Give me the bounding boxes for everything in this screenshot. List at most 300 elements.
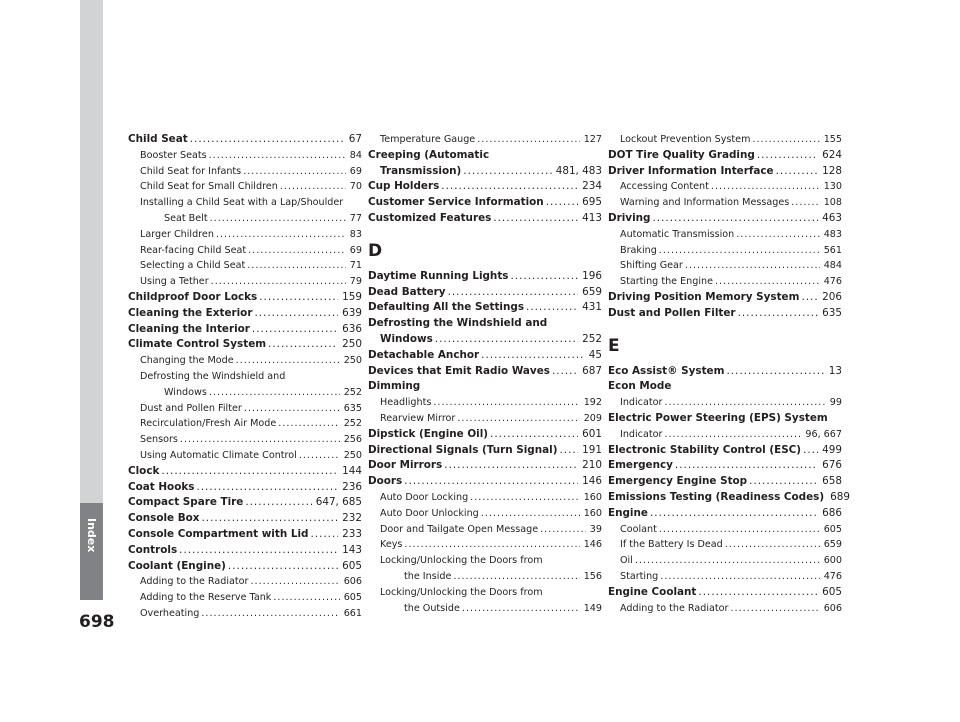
dot-leader	[245, 495, 311, 511]
dot-leader	[757, 148, 818, 164]
page-reference[interactable]: 256	[343, 434, 362, 446]
dot-leader	[791, 195, 819, 211]
page-reference[interactable]: 67	[348, 133, 362, 145]
entry-label: Electric Power Steering (EPS) System	[608, 411, 828, 424]
page-reference[interactable]: 252	[582, 332, 602, 345]
page-reference[interactable]: 155	[823, 134, 842, 145]
entry-label: Dead Battery	[368, 285, 446, 298]
entry-label: Controls	[128, 543, 178, 556]
index-subentry[interactable]	[608, 537, 842, 553]
index-subentry[interactable]	[608, 569, 842, 585]
entry-label: Defrosting the Windshield and	[368, 317, 548, 330]
index-subentry[interactable]	[608, 522, 842, 538]
dot-leader	[652, 211, 818, 227]
entry-label: Rearview Mirror	[380, 412, 456, 424]
entry-label-continued: Windows	[380, 332, 433, 345]
dot-leader	[201, 606, 339, 622]
dot-leader	[404, 537, 579, 553]
dot-leader	[280, 179, 346, 195]
entry-label: Dipstick (Engine Oil)	[368, 427, 489, 440]
page-reference[interactable]: 605	[823, 523, 842, 535]
index-entry[interactable]	[368, 427, 602, 443]
entry-label: Using a Tether	[140, 276, 209, 288]
page-reference[interactable]: 484	[823, 260, 842, 272]
index-subentry[interactable]	[368, 132, 602, 148]
entry-label: Eco Assist® System	[608, 364, 725, 377]
index-entry[interactable]	[128, 337, 362, 353]
index-subentry[interactable]	[608, 243, 842, 259]
index-subentry[interactable]	[128, 195, 362, 227]
index-entry[interactable]	[608, 364, 842, 380]
index-subentry[interactable]	[128, 179, 362, 195]
page-reference[interactable]: 695	[582, 196, 602, 209]
index-subentry[interactable]	[128, 148, 362, 164]
entry-label: Temperature Gauge	[380, 134, 476, 145]
page-reference[interactable]: 130	[823, 181, 842, 193]
index-subentry[interactable]	[128, 401, 362, 417]
page-reference[interactable]: 69	[349, 165, 362, 177]
dot-leader	[433, 395, 579, 411]
entry-label: Customer Service Information	[368, 196, 544, 209]
page-reference[interactable]: 483	[823, 228, 842, 240]
entry-label: Creeping (Automatic	[368, 148, 490, 161]
dot-leader	[540, 522, 586, 538]
entry-label: Engine Coolant	[608, 585, 697, 598]
page-reference[interactable]: 661	[343, 607, 362, 619]
dot-leader	[299, 448, 340, 464]
index-subentry[interactable]	[608, 227, 842, 243]
entry-label: Cleaning the Interior	[128, 322, 250, 335]
dot-leader	[180, 432, 340, 448]
index-subentry[interactable]	[368, 585, 602, 617]
dot-leader	[310, 527, 338, 543]
entry-label: Shifting Gear	[620, 260, 683, 272]
index-subentry[interactable]	[368, 395, 602, 411]
page-reference[interactable]: 252	[343, 418, 362, 430]
dot-leader	[801, 290, 818, 306]
page-reference[interactable]: 45	[588, 348, 602, 361]
page-reference[interactable]: 192	[583, 397, 602, 409]
index-subentry[interactable]	[368, 522, 602, 538]
entry-label: Door Mirrors	[368, 459, 443, 472]
entry-label: Driver Information Interface	[608, 164, 774, 177]
dot-leader	[247, 258, 345, 274]
entry-label: Console Compartment with Lid	[128, 527, 309, 540]
dot-leader	[749, 474, 818, 490]
index-subentry[interactable]	[128, 432, 362, 448]
index-entry[interactable]	[368, 211, 602, 227]
index-entry[interactable]	[368, 458, 602, 474]
page-reference[interactable]: 156	[583, 570, 602, 582]
dot-leader	[248, 243, 346, 259]
index-entry[interactable]	[368, 379, 602, 395]
index-entry[interactable]	[368, 179, 602, 195]
page-reference[interactable]: 196	[582, 269, 602, 282]
dot-leader	[659, 522, 820, 538]
index-entry[interactable]	[368, 364, 602, 380]
dot-leader	[685, 258, 820, 274]
page-reference[interactable]: 605	[822, 585, 842, 598]
index-subentry[interactable]	[608, 601, 842, 617]
page-reference[interactable]: 160	[583, 491, 602, 503]
index-entry[interactable]	[128, 290, 362, 306]
entry-label: Warning and Information Messages	[620, 197, 790, 209]
index-subentry[interactable]	[128, 448, 362, 464]
entry-label: Braking	[620, 244, 657, 256]
entry-label: Keys	[380, 539, 403, 551]
index-column-1	[128, 132, 362, 622]
index-subentry[interactable]	[368, 537, 602, 553]
page-reference[interactable]: 605	[343, 592, 362, 604]
entry-label: Headlights	[380, 397, 432, 409]
dot-leader	[738, 306, 819, 322]
entry-label: Customized Features	[368, 211, 492, 224]
index-entry[interactable]	[128, 543, 362, 559]
index-entry[interactable]	[608, 443, 842, 459]
dot-leader	[444, 458, 578, 474]
index-entry[interactable]	[608, 306, 842, 322]
index-entry[interactable]	[368, 285, 602, 301]
index-subentry[interactable]	[128, 353, 362, 369]
dot-leader	[190, 132, 345, 148]
index-entry[interactable]	[128, 495, 362, 511]
page-reference[interactable]: 658	[822, 475, 842, 488]
dot-leader	[216, 227, 346, 243]
entry-label: Door and Tailgate Open Message	[380, 523, 539, 535]
page-reference[interactable]: 149	[583, 602, 602, 614]
index-subentry[interactable]	[368, 506, 602, 522]
entry-label: Coolant	[620, 523, 657, 535]
entry-label: Econ Mode	[608, 380, 672, 393]
dot-leader	[228, 559, 338, 575]
page-reference[interactable]: 96, 667	[805, 428, 842, 440]
dot-leader	[725, 537, 820, 553]
index-entry[interactable]	[608, 148, 842, 164]
dot-leader	[209, 148, 346, 164]
page-reference[interactable]: 624	[822, 148, 842, 161]
index-entry[interactable]	[128, 559, 362, 575]
index-subentry[interactable]	[128, 227, 362, 243]
page-reference[interactable]: 476	[823, 570, 842, 582]
dot-leader	[252, 322, 338, 338]
index-entry[interactable]	[368, 348, 602, 364]
dot-leader	[179, 543, 338, 559]
dot-leader	[268, 337, 338, 353]
page-reference[interactable]: 128	[822, 164, 842, 177]
dot-leader	[559, 443, 578, 459]
entry-label: If the Battery Is Dead	[620, 539, 723, 551]
page-reference[interactable]: 83	[349, 228, 362, 240]
entry-label: Auto Door Unlocking	[380, 507, 479, 519]
entry-label: Doors	[368, 475, 403, 488]
page-reference[interactable]: 99	[829, 397, 842, 409]
entry-label: Emergency	[608, 459, 673, 472]
index-entry[interactable]	[608, 379, 842, 395]
entry-label: Overheating	[140, 607, 200, 619]
entry-label: Starting	[620, 570, 659, 582]
index-entry[interactable]	[368, 300, 602, 316]
page-reference[interactable]: 191	[582, 443, 602, 456]
index-entry[interactable]	[128, 306, 362, 322]
dot-leader	[730, 601, 819, 617]
dot-leader	[635, 553, 820, 569]
entry-label: Indicator	[620, 397, 663, 409]
page-reference[interactable]: 686	[822, 506, 842, 519]
index-subentry[interactable]	[608, 553, 842, 569]
dot-leader	[736, 227, 819, 243]
index-subentry[interactable]	[368, 490, 602, 506]
index-entry[interactable]	[128, 527, 362, 543]
page-reference[interactable]: 689	[830, 490, 850, 503]
section-letter: E	[608, 335, 620, 356]
dot-leader	[776, 164, 819, 180]
entry-label: Coat Hooks	[128, 480, 195, 493]
index-subentry[interactable]	[608, 258, 842, 274]
page-reference[interactable]: 146	[583, 539, 602, 551]
entry-label: Child Seat	[128, 133, 188, 145]
page-reference[interactable]: 601	[582, 427, 602, 440]
page-reference[interactable]: 635	[822, 306, 842, 319]
page-reference[interactable]: 481, 483	[555, 164, 602, 177]
page-reference[interactable]: 463	[822, 211, 842, 224]
entry-label: Locking/Unlocking the Doors from	[380, 555, 543, 567]
dot-leader	[659, 243, 820, 259]
page-reference[interactable]: 209	[583, 412, 602, 424]
page-number: 698	[79, 612, 115, 632]
index-subentry[interactable]	[128, 574, 362, 590]
entry-label: DOT Tire Quality Grading	[608, 148, 755, 161]
entry-label: Clock	[128, 464, 160, 477]
dot-leader	[726, 364, 824, 380]
dot-leader	[481, 506, 580, 522]
dot-leader	[470, 490, 580, 506]
entry-label: Driving	[608, 211, 651, 224]
dot-leader	[211, 274, 346, 290]
entry-label: Compact Spare Tire	[128, 496, 244, 509]
entry-label-continued: Windows	[164, 386, 207, 398]
dot-leader	[552, 364, 578, 380]
entry-label: Recirculation/Fresh Air Mode	[140, 418, 277, 430]
index-entry[interactable]	[608, 474, 842, 490]
page-reference[interactable]: 499	[822, 443, 842, 456]
page-reference[interactable]: 39	[589, 523, 602, 535]
dot-leader	[254, 306, 338, 322]
page-reference[interactable]: 431	[582, 301, 602, 314]
page-reference[interactable]: 159	[342, 290, 362, 303]
page-reference[interactable]: 13	[828, 364, 842, 377]
index-subentry[interactable]	[128, 590, 362, 606]
dot-leader	[209, 385, 340, 401]
entry-label: Child Seat for Small Children	[140, 181, 278, 193]
entry-label: Directional Signals (Turn Signal)	[368, 443, 558, 456]
index-entry[interactable]	[608, 458, 842, 474]
page-reference[interactable]: 143	[342, 543, 362, 556]
dot-leader	[481, 348, 585, 364]
page-reference[interactable]: 635	[343, 402, 362, 414]
index-entry[interactable]	[368, 195, 602, 211]
dot-leader	[711, 179, 820, 195]
index-subentry[interactable]	[608, 395, 842, 411]
page-reference[interactable]: 252	[343, 386, 362, 398]
entry-label: Adding to the Radiator	[140, 576, 249, 588]
index-subentry[interactable]	[128, 258, 362, 274]
index-entry[interactable]	[128, 322, 362, 338]
index-subentry[interactable]	[608, 274, 842, 290]
page-reference[interactable]: 250	[343, 449, 362, 461]
dot-leader	[698, 585, 818, 601]
side-tab-label: Index	[85, 518, 98, 553]
page-reference[interactable]: 659	[823, 539, 842, 551]
page-reference[interactable]: 234	[582, 180, 602, 193]
dot-leader	[477, 132, 579, 148]
index-entry[interactable]	[128, 480, 362, 496]
dot-leader	[675, 458, 818, 474]
entry-label-continued: the Inside	[404, 570, 452, 582]
index-entry[interactable]	[368, 316, 602, 348]
page-reference[interactable]: 233	[342, 527, 362, 540]
dot-leader	[463, 164, 551, 180]
page-reference[interactable]: 144	[342, 464, 362, 477]
dot-leader	[664, 427, 801, 443]
page-reference[interactable]: 676	[822, 459, 842, 472]
page-reference[interactable]: 232	[342, 512, 362, 525]
dot-leader	[278, 416, 339, 432]
page-reference[interactable]: 79	[349, 276, 362, 288]
dot-leader	[250, 574, 339, 590]
entry-label: Console Box	[128, 512, 200, 525]
index-entry[interactable]	[368, 269, 602, 285]
index-entry[interactable]	[608, 506, 842, 522]
index-subentry[interactable]	[608, 179, 842, 195]
index-entry[interactable]	[128, 132, 362, 148]
page-reference[interactable]: 146	[582, 475, 602, 488]
page-reference[interactable]: 210	[582, 459, 602, 472]
entry-label: Adding to the Reserve Tank	[140, 592, 272, 604]
entry-label: Dust and Pollen Filter	[608, 306, 736, 319]
page-reference[interactable]: 108	[823, 197, 842, 209]
page-reference[interactable]: 605	[342, 559, 362, 572]
index-subentry[interactable]	[368, 411, 602, 427]
entry-label-continued: the Outside	[404, 602, 460, 614]
page-reference[interactable]: 84	[349, 149, 362, 161]
index-subentry[interactable]	[128, 369, 362, 401]
entry-label: Booster Seats	[140, 149, 207, 161]
index-subentry[interactable]	[608, 132, 842, 148]
entry-label: Accessing Content	[620, 181, 709, 193]
dot-leader	[453, 569, 579, 585]
entry-label: Cup Holders	[368, 180, 440, 193]
index-subentry[interactable]	[608, 427, 842, 443]
page-reference[interactable]: 127	[583, 134, 602, 145]
entry-label: Cleaning the Exterior	[128, 306, 253, 319]
entry-label: Engine	[608, 506, 648, 519]
index-entry[interactable]	[608, 290, 842, 306]
side-tab	[0, 0, 103, 700]
index-subentry[interactable]	[128, 243, 362, 259]
dot-leader	[259, 290, 338, 306]
entry-label: Electronic Stability Control (ESC)	[608, 443, 802, 456]
page-reference[interactable]: 69	[349, 244, 362, 256]
page-reference[interactable]: 250	[342, 338, 362, 351]
page-reference[interactable]: 636	[342, 322, 362, 335]
page-reference[interactable]: 647, 685	[315, 496, 362, 509]
page-reference[interactable]: 206	[822, 290, 842, 303]
page-reference[interactable]: 561	[823, 244, 842, 256]
dot-leader	[511, 269, 579, 285]
entry-label: Adding to the Radiator	[620, 602, 729, 614]
page-reference[interactable]: 77	[349, 212, 362, 224]
index-subentry[interactable]	[608, 195, 842, 211]
index-entry[interactable]	[128, 511, 362, 527]
page-reference[interactable]: 250	[343, 355, 362, 367]
entry-label: Defaulting All the Settings	[368, 301, 525, 314]
page-reference[interactable]: 71	[349, 260, 362, 272]
dot-leader	[161, 464, 338, 480]
page-reference[interactable]: 600	[823, 555, 842, 567]
index-entry[interactable]	[368, 474, 602, 490]
index-entry[interactable]	[608, 490, 850, 506]
entry-label: Devices that Emit Radio Waves	[368, 364, 550, 377]
entry-label: Child Seat for Infants	[140, 165, 242, 177]
dot-leader	[526, 300, 578, 316]
dot-leader	[201, 511, 338, 527]
dot-leader	[196, 480, 338, 496]
page-reference[interactable]: 659	[582, 285, 602, 298]
entry-label: Daytime Running Lights	[368, 269, 509, 282]
page-reference[interactable]: 476	[823, 276, 842, 288]
index-entry[interactable]	[608, 164, 842, 180]
page-reference[interactable]: 639	[342, 306, 362, 319]
page-reference[interactable]: 606	[343, 576, 362, 588]
dot-leader	[650, 506, 818, 522]
index-subentry[interactable]	[128, 274, 362, 290]
entry-label: Sensors	[140, 434, 178, 446]
dot-leader	[210, 211, 346, 227]
entry-label: Emissions Testing (Readiness Codes)	[608, 490, 825, 503]
entry-label: Using Automatic Climate Control	[140, 449, 297, 461]
dot-leader	[448, 285, 579, 301]
index-entry[interactable]	[608, 211, 842, 227]
index-subentry[interactable]	[128, 164, 362, 180]
entry-label: Indicator	[620, 428, 663, 440]
index-subentry[interactable]	[368, 553, 602, 585]
entry-label: Driving Position Memory System	[608, 290, 800, 303]
index-entry[interactable]	[368, 148, 602, 180]
index-entry[interactable]	[608, 585, 842, 601]
entry-label-continued: Transmission)	[380, 164, 462, 177]
dot-leader	[273, 590, 339, 606]
page-reference[interactable]: 160	[583, 507, 602, 519]
entry-label: Climate Control System	[128, 338, 267, 351]
index-entry[interactable]	[368, 443, 602, 459]
dot-leader	[664, 395, 825, 411]
page-reference[interactable]: 413	[582, 211, 602, 224]
entry-label: Childproof Door Locks	[128, 290, 258, 303]
index-entry[interactable]	[128, 464, 362, 480]
entry-label: Defrosting the Windshield and	[140, 370, 286, 382]
index-subentry[interactable]	[128, 416, 362, 432]
entry-label: Detachable Anchor	[368, 348, 480, 361]
dot-leader	[435, 332, 578, 348]
page-reference[interactable]: 687	[582, 364, 602, 377]
index-subentry[interactable]	[128, 606, 362, 622]
page-reference[interactable]: 236	[342, 480, 362, 493]
entry-label-continued: Seat Belt	[164, 212, 208, 224]
page-reference[interactable]: 606	[823, 602, 842, 614]
entry-label: Starting the Engine	[620, 276, 713, 288]
index-entry[interactable]	[608, 411, 842, 427]
page-reference[interactable]: 70	[349, 181, 362, 193]
